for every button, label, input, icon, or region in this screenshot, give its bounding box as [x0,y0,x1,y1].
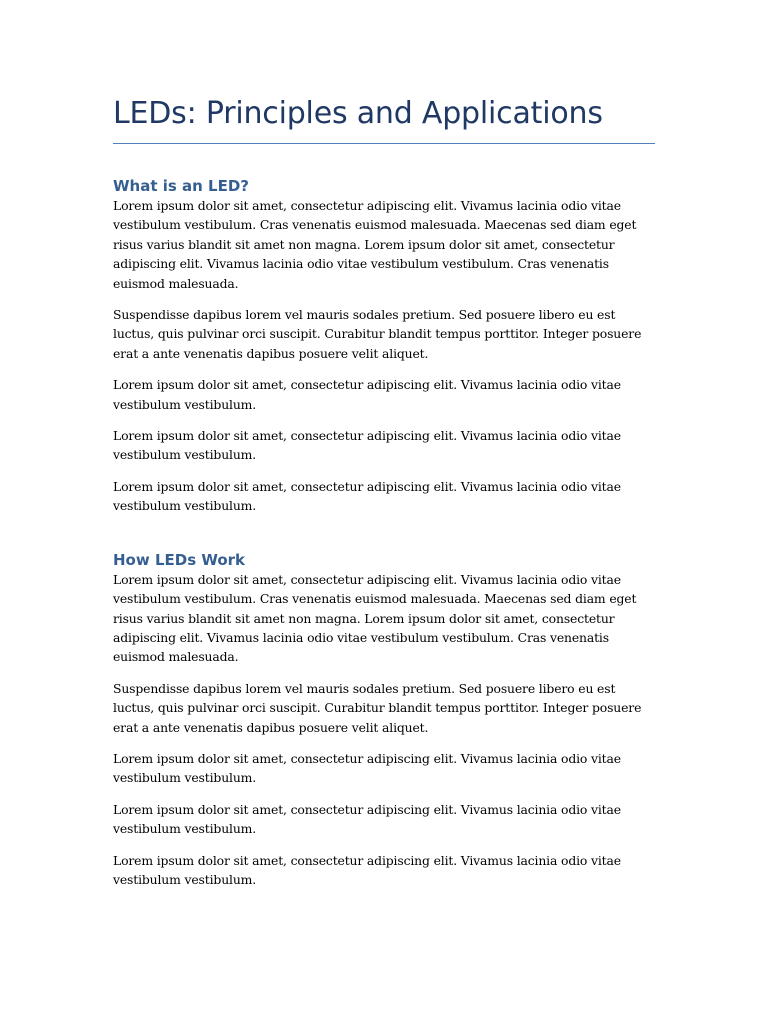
paragraph: Lorem ipsum dolor sit amet, consectetur adipiscing elit. Vivamus lacinia odio vitae vestibulum vestibulum. [113,428,621,463]
document-title: LEDs: Principles and Applications [113,96,603,131]
paragraph: Lorem ipsum dolor sit amet, consectetur adipiscing elit. Vivamus lacinia odio vitae vestibulum vestibulum. [113,478,621,514]
section-heading: How LEDs Work [113,550,246,569]
paragraph: Suspendisse dapibus lorem vel mauris sodales pretium. Sed posuere libero eu est luctus, quis pulvinar orci suscipit. Curabitur blandit tempus porttitor. Integer posuere erat a ante venenatis dapibus posuere velit aliquet. [113,680,642,735]
paragraph: Lorem ipsum dolor sit amet, consectetur adipiscing elit. Vivamus lacinia odio vitae vestibulum vestibulum. [113,377,621,412]
title-divider [113,143,655,144]
paragraph: Lorem ipsum dolor sit amet, consectetur adipiscing elit. Vivamus lacinia odio vitae vestibulum vestibulum. Cras venenatis euismod malesuada. Maecenas sed diam eget risus varius blandit sit amet non magna. Lorem ipsum dolor sit amet, consectetur adipiscing elit. Vivamus lacinia odio vitae vestibulum vestibulum. Cras venenatis euismod malesuada. [113,571,637,665]
paragraph: Lorem ipsum dolor sit amet, consectetur adipiscing elit. Vivamus lacinia odio vitae vestibulum vestibulum. [113,801,621,837]
paragraph: Lorem ipsum dolor sit amet, consectetur adipiscing elit. Vivamus lacinia odio vitae vestibulum vestibulum. [113,852,621,887]
paragraph: Suspendisse dapibus lorem vel mauris sodales pretium. Sed posuere libero eu est luctus, quis pulvinar orci suscipit. Curabitur blandit tempus porttitor. Integer posuere erat a ante venenatis dapibus posuere velit aliquet. [113,307,642,361]
paragraph: Lorem ipsum dolor sit amet, consectetur adipiscing elit. Vivamus lacinia odio vitae vestibulum vestibulum. [113,750,621,786]
section-what-is-led [113,176,655,516]
paragraph: Lorem ipsum dolor sit amet, consectetur adipiscing elit. Vivamus lacinia odio vitae vestibulum vestibulum. Cras venenatis euismod malesuada. Maecenas sed diam eget risus varius blandit sit amet non magna. Lorem ipsum dolor sit amet, consectetur adipiscing elit. Vivamus lacinia odio vitae vestibulum vestibulum. Cras venenatis euismod malesuada. [113,198,637,291]
section-how-leds-work [113,550,655,890]
section-heading: What is an LED? [113,177,250,195]
document-page [113,92,655,923]
